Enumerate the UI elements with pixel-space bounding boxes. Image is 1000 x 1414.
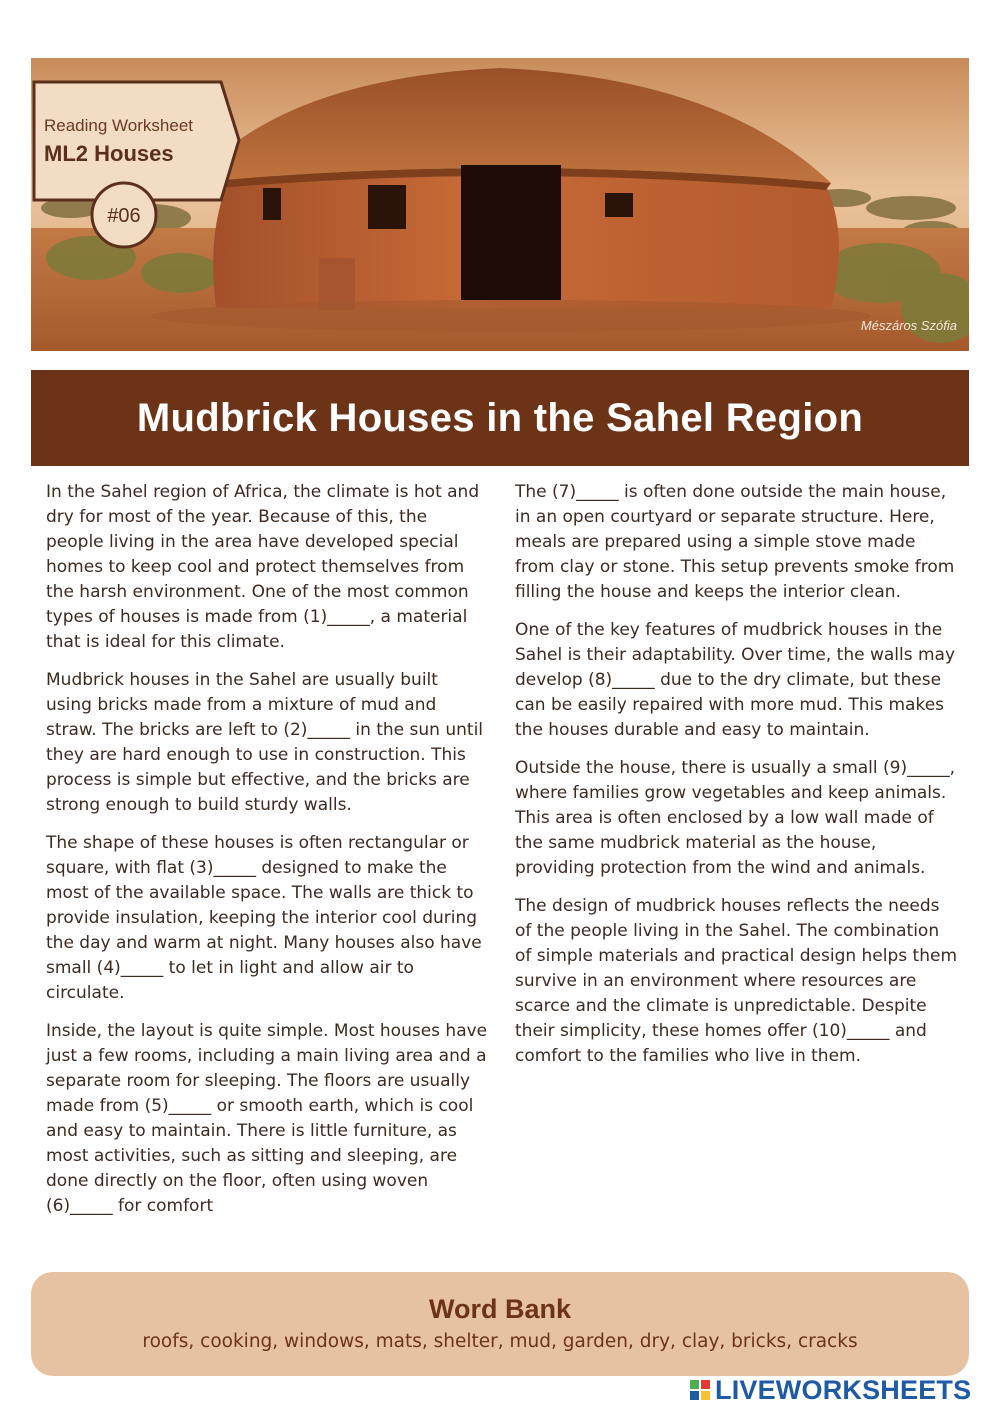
paragraph: In the Sahel region of Africa, the climate is hot and dry for most of the year. Because of this, the people living in the area have developed special homes to keep cool and protect themselves from the harsh environment. One of the most common types of houses is made from (1)_____, a material that is ideal for this climate. xyxy=(46,482,480,652)
word-bank xyxy=(31,1272,969,1376)
badge-label: Reading Worksheet xyxy=(44,116,193,135)
title-band xyxy=(31,370,969,466)
hero-image xyxy=(31,58,969,351)
paragraph: Outside the house, there is usually a small (9)_____, where families grow vegetables and keep animals. This area is often enclosed by a low wall made of the same mudbrick material as the house, providing protection from the wind and animals. xyxy=(515,758,956,878)
badge-number: #06 xyxy=(107,204,141,227)
logo-text: LIVEWORKSHEETS xyxy=(715,1374,972,1405)
paragraph: The shape of these houses is often rectangular or square, with flat (3)_____ designed to make the most of the available space. The walls are thick to provide insulation, keeping the interior cool during the day and warm at night. Many houses also have small (4)_____ to let in light and allow air to circulate. xyxy=(46,833,482,1003)
left-column xyxy=(46,480,488,1232)
liveworksheets-icon xyxy=(690,1380,710,1400)
author-credit: Mészáros Szófia xyxy=(860,318,957,333)
paragraph: One of the key features of mudbrick houses in the Sahel is their adaptability. Over time, the walls may develop (8)_____ due to the dry climate, but these can be easily repaired with more mud. This makes the houses durable and easy to maintain. xyxy=(515,620,956,740)
word-bank-words: roofs, cooking, windows, mats, shelter, mud, garden, dry, clay, bricks, cracks xyxy=(142,1331,858,1352)
page-title: Mudbrick Houses in the Sahel Region xyxy=(136,395,864,440)
paragraph: The (7)_____ is often done outside the main house, in an open courtyard or separate structure. Here, meals are prepared using a simple stove made from clay or stone. This setup prevents smoke from filling the house and keeps the interior clean. xyxy=(515,482,955,602)
badge-title: ML2 Houses xyxy=(44,141,174,166)
word-bank-title: Word Bank xyxy=(428,1294,571,1324)
paragraph: Mudbrick houses in the Sahel are usually built using bricks made from a mixture of mud and straw. The bricks are left to (2)_____ in the sun until they are hard enough to use in construction. This process is simple but effective, and the bricks are strong enough to build sturdy walls. xyxy=(46,670,484,815)
mudbrick-house-illustration xyxy=(31,58,969,351)
paragraph: Inside, the layout is quite simple. Most houses have just a few rooms, including a main living area and a separate room for sleeping. The floors are usually made from (5)_____ or smooth earth, which is cool and easy to maintain. There is little furniture, as most activities, such as sitting and sleeping, are done directly on the floor, often using woven (6)_____ for comfort xyxy=(46,1021,488,1216)
liveworksheets-logo[interactable] xyxy=(690,1374,971,1406)
right-column xyxy=(515,480,960,1082)
paragraph: The design of mudbrick houses reflects the needs of the people living in the Sahel. The combination of simple materials and practical design helps them survive in an environment where resources are scarce and the climate is unpredictable. Despite their simplicity, these homes offer (10)_____ and comfort to the families who live in them. xyxy=(515,896,957,1066)
